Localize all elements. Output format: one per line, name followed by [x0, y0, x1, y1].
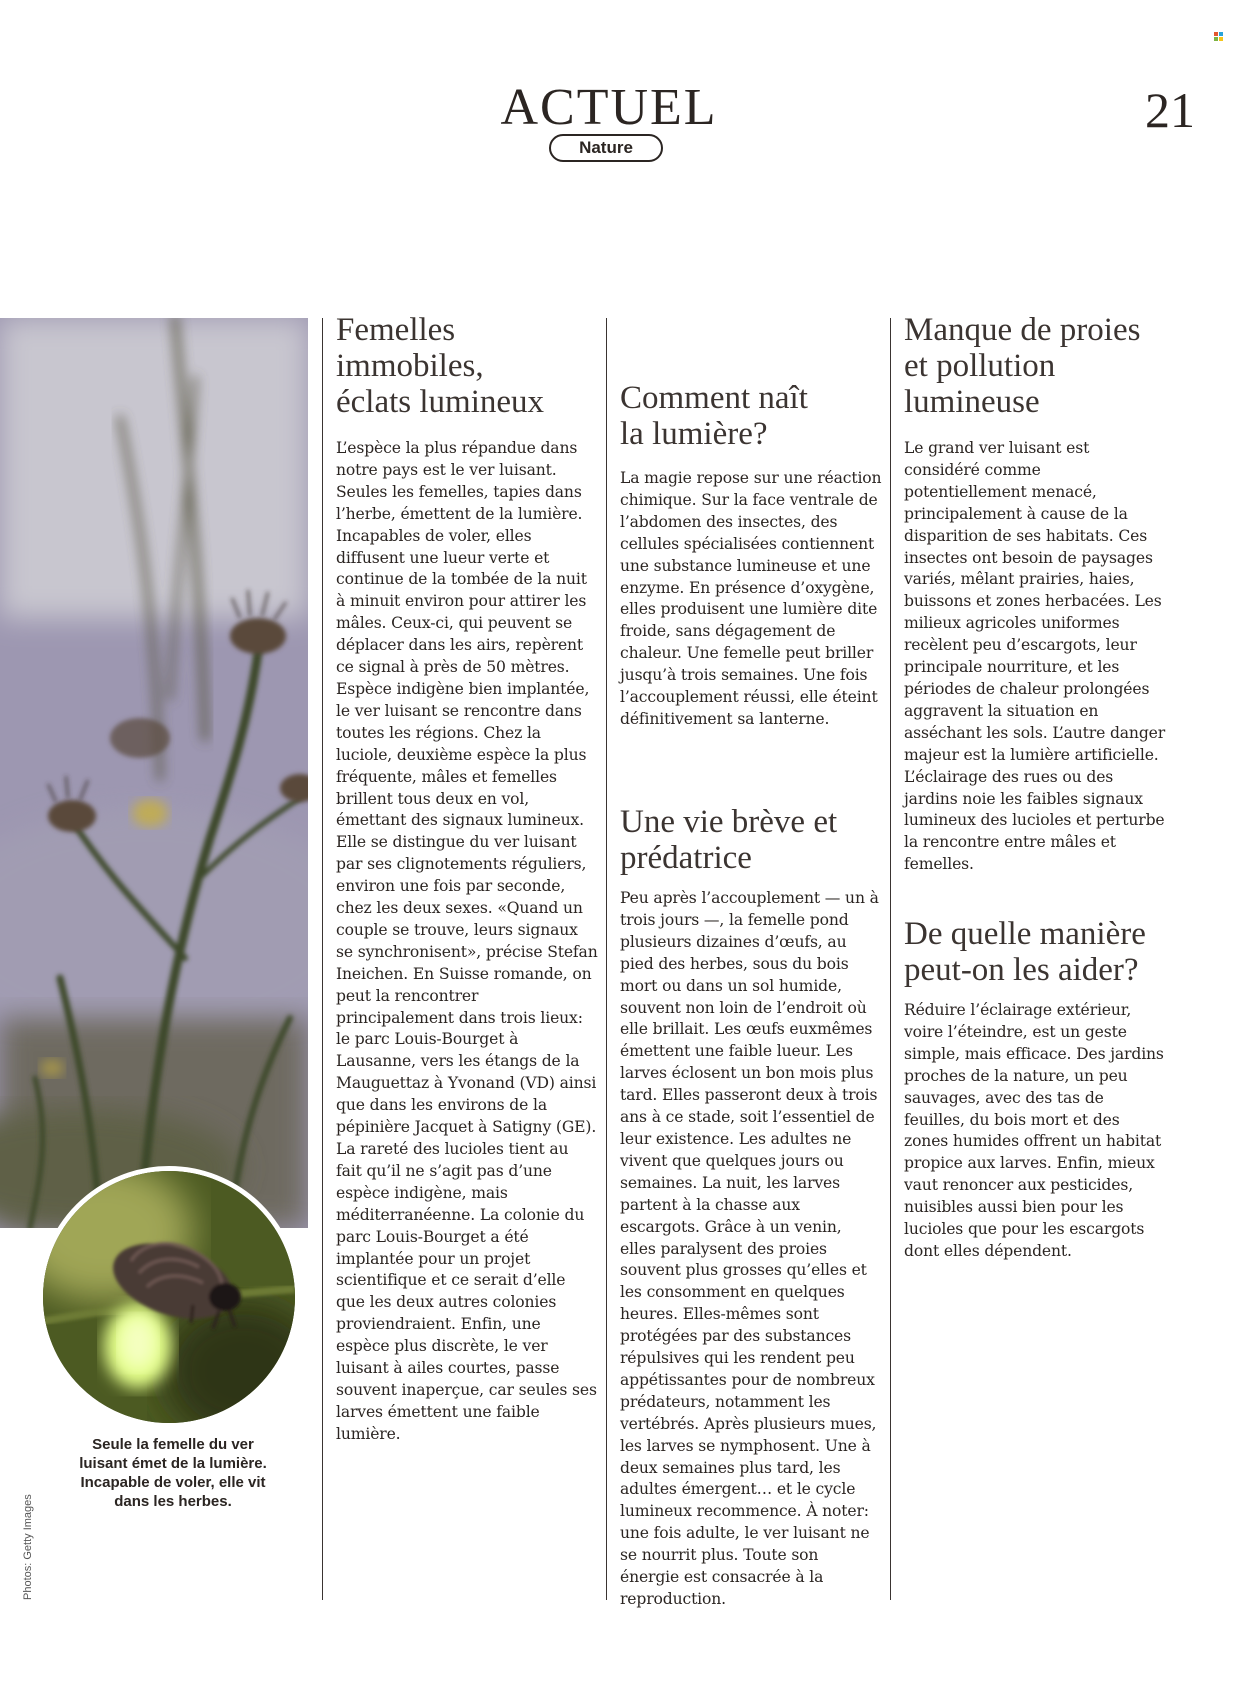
photo-caption: Seule la femelle du ver luisant émet de la lumière. Incapable de voler, elle vit dans les herbes.: [79, 1436, 267, 1510]
article-threats: [904, 312, 1166, 876]
article-heading: Manque de proies et pollution lumineuse: [904, 312, 1141, 420]
article-heading: Comment naît la lumière?: [620, 380, 808, 452]
article-immobile-females: [336, 312, 598, 1446]
thistle-plants-dusk-photo: [0, 318, 308, 1228]
article-light-origin: [620, 380, 882, 731]
column-rule-2: [606, 318, 607, 1600]
article-heading: Femelles immobiles, éclats lumineux: [336, 312, 545, 420]
article-heading: De quelle manière peut-on les aider?: [904, 916, 1146, 988]
article-brief-life: [620, 804, 882, 1611]
page-number: 21: [1145, 82, 1195, 138]
glowworm-female-photo: [38, 1166, 300, 1428]
print-registration-mark: [1214, 32, 1223, 41]
column-rule-1: [322, 318, 323, 1600]
article-body: L’espèce la plus répandue dans notre pays est le ver luisant. Seules les femelles, tapies dans l’herbe, émettent de la lumière. Incapables de voler, elles diffusent une lueur verte et continue de la tombée de la nuit à minuit environ pour attirer les mâles. Ceux-ci, qui peuvent se déplacer dans les airs, repèrent ce signal à près de 50 mètres. Espèce indigène bien implantée, le ver luisant se rencontre dans toutes les régions. Chez la luciole, deuxième espèce la plus fréquente, mâles et femelles brillent tous deux en vol, émettant des signaux lumineux. Elle se distingue du ver luisant par ses clignotements réguliers, environ une fois par seconde, chez les deux sexes. «Quand un couple se trouve, leurs signaux se synchronisent», précise Stefan Ineichen. En Suisse romande, on peut la rencontrer principalement dans trois lieux: le parc Louis-Bourget à Lausanne, vers les étangs de la Mauguettaz à Yvonand (VD) ainsi que dans les environs de la pépinière Jacquet à Satigny (GE). La rareté des lucioles tient au fait qu’il ne s’agit pas d’une espèce indigène, mais méditerranéenne. La colonie du parc Louis-Bourget a été implantée pour un projet scientifique et ce serait d’elle que les deux autres colonies proviendraient. Enfin, une espèce plus discrète, le ver luisant à ailes courtes, passe souvent inaperçue, car seules ses larves émettent une faible lumière.: [336, 439, 598, 1443]
column-rule-3: [890, 318, 891, 1600]
article-body: Le grand ver luisant est considéré comme potentiellement menacé, principalement à cause de la disparition de ses habitats. Ces insectes ont besoin de paysages variés, mêlant prairies, haies, buissons et zones herbacées. Les milieux agricoles uniformes recèlent peu d’escargots, leur principale nourriture, et les périodes de chaleur prolongées aggravent la situation en asséchant les sols. L’autre danger majeur est la lumière artificielle. L’éclairage des rues ou des jardins noie les faibles signaux lumineux des lucioles et perturbe la rencontre entre mâles et femelles.: [904, 439, 1166, 874]
article-how-to-help: [904, 916, 1166, 1263]
article-heading: Une vie brève et prédatrice: [620, 804, 838, 876]
article-body: Peu après l’accouplement — un à trois jours —, la femelle pond plusieurs dizaines d’œufs, au pied des herbes, sous du bois mort ou dans un sol humide, souvent non loin de l’endroit où elle brillait. Les œufs euxmêmes émettent une faible lueur. Les larves éclosent un bon mois plus tard. Elles passeront deux à trois ans à ce stade, soit l’essentiel de leur existence. Les adultes ne vivent que quelques jours ou semaines. La nuit, les larves partent à la chasse aux escargots. Grâce à un venin, elles paralysent des proies souvent plus grosses qu’elles et les consomment en quelques heures. Elles-mêmes sont protégées par des substances répulsives qui les rendent peu appétissantes pour de nombreux prédateurs, notamment les vertébrés. Après plusieurs mues, les larves se nymphosent. Une à deux semaines plus tard, les adultes émergent… et le cycle lumineux recommence. À noter: une fois adulte, le ver luisant ne se nourrit plus. Toute son énergie est consacrée à la reproduction.: [620, 889, 879, 1608]
photo-credit: Photos: Getty Images: [22, 1494, 34, 1600]
section-title: ACTUEL: [500, 79, 718, 136]
article-body: Réduire l’éclairage extérieur, voire l’éteindre, est un geste simple, mais efficace. Des jardins proches de la nature, un peu sauvages, avec des tas de feuilles, du bois mort et des zones humides offrent un habitat propice aux larves. Enfin, mieux vaut renoncer aux pesticides, nuisibles aussi bien pour les lucioles que pour les escargots dont elles dépendent.: [904, 1001, 1164, 1260]
section-tag: Nature: [549, 134, 663, 162]
article-body: La magie repose sur une réaction chimique. Sur la face ventrale de l’abdomen des insectes, des cellules spécialisées contiennent une substance lumineuse et une enzyme. En présence d’oxygène, elles produisent une lumière dite froide, sans dégagement de chaleur. Une femelle peut briller jusqu’à trois semaines. Une fois l’accouplement réussi, elle éteint définitivement sa lanterne.: [620, 469, 882, 728]
